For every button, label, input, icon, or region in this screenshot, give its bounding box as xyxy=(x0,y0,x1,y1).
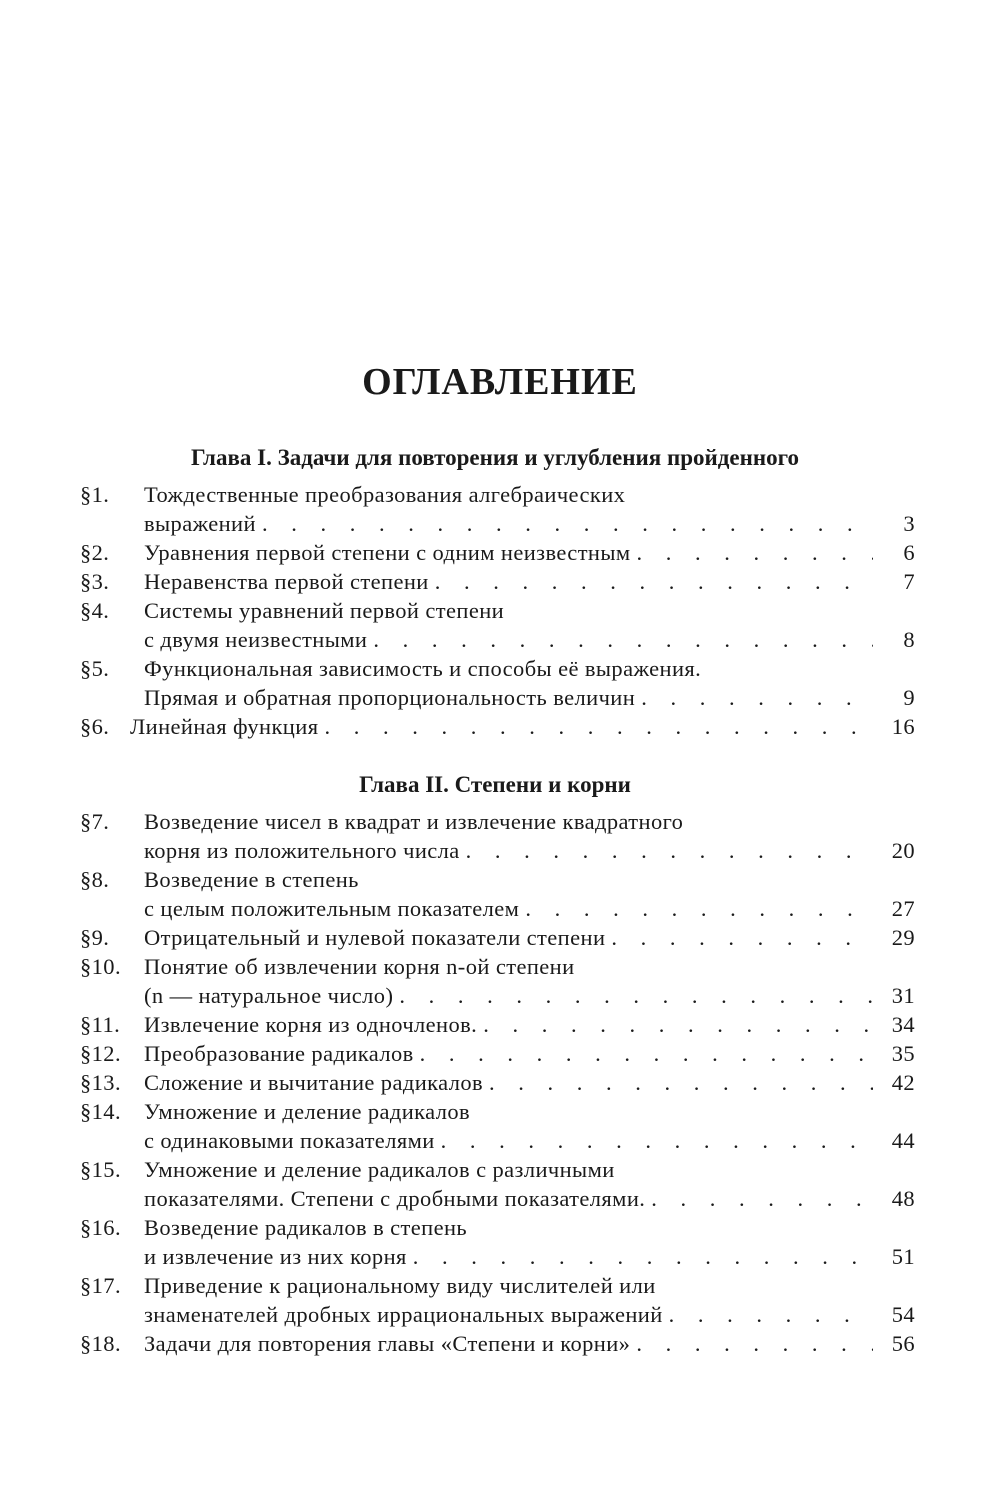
entry-title-line: с одинаковыми показателями xyxy=(144,1128,435,1153)
page-number: 42 xyxy=(891,1070,915,1095)
page-number: 8 xyxy=(903,627,915,652)
page-number: 56 xyxy=(891,1331,915,1356)
section-number: §15. xyxy=(80,1157,121,1182)
dot-leader xyxy=(373,625,873,654)
dot-leader xyxy=(669,1300,873,1329)
entry-title-line: с двумя неизвестными xyxy=(144,627,368,652)
entry-title-line: Прямая и обратная пропорциональность величин xyxy=(144,685,636,710)
toc-list-chapter-2 xyxy=(80,807,915,1358)
page-number: 48 xyxy=(891,1186,915,1211)
entry-title-line: Понятие об извлечении корня n-ой степени xyxy=(144,954,575,979)
page-number: 44 xyxy=(891,1128,915,1153)
entry-title-line: (n — натуральное число) xyxy=(144,983,394,1008)
page-number: 29 xyxy=(891,925,915,950)
section-number: §17. xyxy=(80,1273,121,1298)
entry-title-line: Приведение к рациональному виду числителей или xyxy=(144,1273,656,1298)
entry-title-line: корня из положительного числа xyxy=(144,838,460,863)
toc-entry[interactable] xyxy=(80,1155,915,1213)
section-number: §9. xyxy=(80,925,110,950)
section-number: §6. xyxy=(80,714,110,739)
section-number: §16. xyxy=(80,1215,121,1240)
entry-title-line: выражений xyxy=(144,511,256,536)
chapter-heading: Глава II. Степени и корни xyxy=(359,772,631,797)
dot-leader xyxy=(413,1242,873,1271)
entry-title-line: Умножение и деление радикалов xyxy=(144,1099,471,1124)
page-number: 35 xyxy=(891,1041,915,1066)
section-number: §5. xyxy=(80,656,110,681)
page-number: 34 xyxy=(891,1012,915,1037)
section-number: §3. xyxy=(80,569,110,594)
dot-leader xyxy=(399,981,873,1010)
dot-leader xyxy=(611,923,873,952)
section-number: §12. xyxy=(80,1041,121,1066)
page-number: 51 xyxy=(891,1244,915,1269)
toc-entry[interactable] xyxy=(80,1271,915,1329)
entry-title-line: Умножение и деление радикалов с различными xyxy=(144,1157,615,1182)
dot-leader xyxy=(420,1039,873,1068)
section-number: §2. xyxy=(80,540,110,565)
page-number: 16 xyxy=(891,714,915,739)
section-number: §8. xyxy=(80,867,110,892)
entry-title-line: Задачи для повторения главы «Степени и корни» xyxy=(144,1331,631,1356)
entry-title-line: показателями. Степени с дробными показателями. xyxy=(144,1186,646,1211)
section-number: §14. xyxy=(80,1099,121,1124)
toc-entry[interactable] xyxy=(80,1097,915,1155)
toc-entry[interactable] xyxy=(80,952,915,1010)
page-number: 9 xyxy=(903,685,915,710)
entry-title-line: и извлечение из них корня xyxy=(144,1244,407,1269)
dot-leader xyxy=(483,1010,873,1039)
section-number: §13. xyxy=(80,1070,121,1095)
toc-entry[interactable] xyxy=(80,1329,915,1358)
toc-entry[interactable] xyxy=(80,654,915,712)
page-number: 27 xyxy=(891,896,915,921)
entry-title-line: Линейная функция xyxy=(130,714,319,739)
entry-title-line: Тождественные преобразования алгебраических xyxy=(144,482,626,507)
toc-entry[interactable] xyxy=(80,538,915,567)
toc-entry[interactable] xyxy=(80,1068,915,1097)
entry-title-line: знаменателей дробных иррациональных выражений xyxy=(144,1302,663,1327)
dot-leader xyxy=(489,1068,873,1097)
dot-leader xyxy=(641,683,873,712)
toc-entry[interactable] xyxy=(80,712,915,741)
toc-entry[interactable] xyxy=(80,807,915,865)
dot-leader xyxy=(435,567,873,596)
entry-title-line: Уравнения первой степени с одним неизвестным xyxy=(144,540,631,565)
entry-title-line: Неравенства первой степени xyxy=(144,569,429,594)
entry-title-line: Отрицательный и нулевой показатели степени xyxy=(144,925,606,950)
toc-entry[interactable] xyxy=(80,1213,915,1271)
entry-title-line: с целым положительным показателем xyxy=(144,896,520,921)
toc-entry[interactable] xyxy=(80,480,915,538)
toc-entry[interactable] xyxy=(80,865,915,923)
dot-leader xyxy=(651,1184,873,1213)
entry-title-line: Сложение и вычитание радикалов xyxy=(144,1070,484,1095)
toc-list-chapter-1 xyxy=(80,480,915,741)
page-number: 31 xyxy=(891,983,915,1008)
dot-leader xyxy=(441,1126,873,1155)
section-number: §4. xyxy=(80,598,110,623)
page-number: 3 xyxy=(903,511,915,536)
entry-title-line: Функциональная зависимость и способы её выражения. xyxy=(144,656,702,681)
section-number: §7. xyxy=(80,809,110,834)
dot-leader xyxy=(466,836,873,865)
section-number: §10. xyxy=(80,954,121,979)
entry-title-line: Преобразование радикалов xyxy=(144,1041,414,1066)
section-number: §11. xyxy=(80,1012,121,1037)
entry-title-line: Возведение чисел в квадрат и извлечение квадратного xyxy=(144,809,684,834)
dot-leader xyxy=(637,538,873,567)
entry-title-line: Извлечение корня из одночленов. xyxy=(144,1012,478,1037)
dot-leader xyxy=(525,894,873,923)
toc-entry[interactable] xyxy=(80,596,915,654)
section-number: §1. xyxy=(80,482,110,507)
entry-title-line: Системы уравнений первой степени xyxy=(144,598,505,623)
section-number: §18. xyxy=(80,1331,121,1356)
page-number: 54 xyxy=(891,1302,915,1327)
page-number: 7 xyxy=(903,569,915,594)
page-title: ОГЛАВЛЕНИЕ xyxy=(362,361,638,403)
dot-leader xyxy=(324,712,873,741)
entry-title-line: Возведение в степень xyxy=(144,867,359,892)
toc-entry[interactable] xyxy=(80,567,915,596)
entry-title-line: Возведение радикалов в степень xyxy=(144,1215,468,1240)
toc-entry[interactable] xyxy=(80,1039,915,1068)
dot-leader xyxy=(636,1329,873,1358)
toc-entry[interactable] xyxy=(80,923,915,952)
page-number: 6 xyxy=(903,540,915,565)
chapter-heading: Глава I. Задачи для повторения и углубления пройденного xyxy=(191,445,799,470)
toc-entry[interactable] xyxy=(80,1010,915,1039)
page-number: 20 xyxy=(891,838,915,863)
dot-leader xyxy=(262,509,873,538)
